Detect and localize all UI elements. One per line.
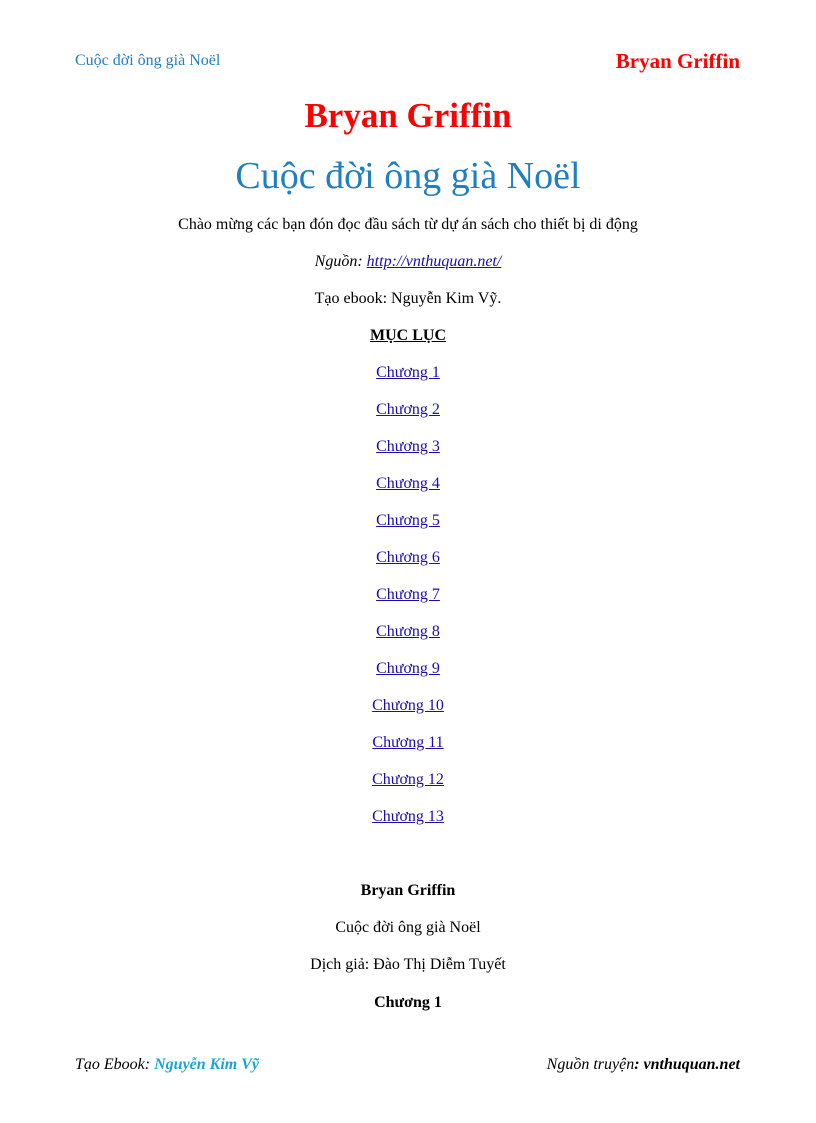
toc-heading: MỤC LỤC	[370, 327, 446, 344]
toc-item	[0, 474, 816, 511]
toc-item	[0, 733, 816, 770]
toc-item	[0, 437, 816, 474]
chapter-author: Bryan Griffin	[360, 882, 456, 899]
source-line	[0, 253, 816, 271]
toc-link-chapter-3[interactable]: Chương 3	[376, 438, 440, 455]
running-header-title: Cuộc đời ông già Noël	[75, 52, 221, 69]
toc-link-chapter-10[interactable]: Chương 10	[372, 697, 444, 714]
toc-link-chapter-1[interactable]: Chương 1	[376, 364, 440, 381]
toc-item	[0, 511, 816, 548]
toc-link-chapter-11[interactable]: Chương 11	[372, 734, 444, 751]
toc-item	[0, 363, 816, 400]
toc-link-chapter-12[interactable]: Chương 12	[372, 771, 444, 788]
source-link[interactable]: http://vnthuquan.net/	[366, 253, 502, 270]
toc-link-chapter-7[interactable]: Chương 7	[376, 586, 440, 603]
book-author: Bryan Griffin	[304, 96, 512, 135]
welcome-text: Chào mừng các bạn đón đọc đầu sách từ dự án sách cho thiết bị di động	[178, 216, 638, 233]
toc-item	[0, 659, 816, 696]
toc-link-chapter-6[interactable]: Chương 6	[376, 549, 440, 566]
translator-line: Dịch giả: Đào Thị Diễm Tuyết	[310, 956, 506, 973]
toc-item	[0, 696, 816, 733]
toc-link-chapter-9[interactable]: Chương 9	[376, 660, 440, 677]
toc-link-chapter-13[interactable]: Chương 13	[372, 808, 444, 825]
footer-source-site: vnthuquan.net	[643, 1056, 740, 1073]
footer-source-label: Nguồn truyện	[546, 1056, 635, 1073]
chapter-book-title: Cuộc đời ông già Noël	[335, 919, 481, 936]
toc-item	[0, 548, 816, 585]
book-title: Cuộc đời ông già Noël	[235, 155, 581, 197]
toc-link-chapter-5[interactable]: Chương 5	[376, 512, 440, 529]
toc-link-chapter-8[interactable]: Chương 8	[376, 623, 440, 640]
chapter-heading: Chương 1	[374, 994, 442, 1011]
footer-source	[547, 1056, 740, 1074]
toc-item	[0, 622, 816, 659]
footer-source-sep: :	[634, 1056, 644, 1073]
toc-item	[0, 585, 816, 622]
footer-creator-label: Tạo Ebook	[75, 1056, 145, 1073]
toc-link-chapter-2[interactable]: Chương 2	[376, 401, 440, 418]
footer-creator-sep: :	[144, 1056, 155, 1073]
footer-creator	[75, 1056, 259, 1074]
toc-list	[0, 363, 816, 844]
source-label: Nguồn:	[314, 253, 367, 270]
running-header-author: Bryan Griffin	[615, 49, 740, 73]
toc-item	[0, 400, 816, 437]
toc-item	[0, 807, 816, 844]
toc-link-chapter-4[interactable]: Chương 4	[376, 475, 440, 492]
toc-item	[0, 770, 816, 807]
ebook-creator: Tạo ebook: Nguyễn Kim Vỹ.	[314, 290, 502, 307]
footer-creator-name: Nguyễn Kim Vỹ	[154, 1056, 259, 1073]
